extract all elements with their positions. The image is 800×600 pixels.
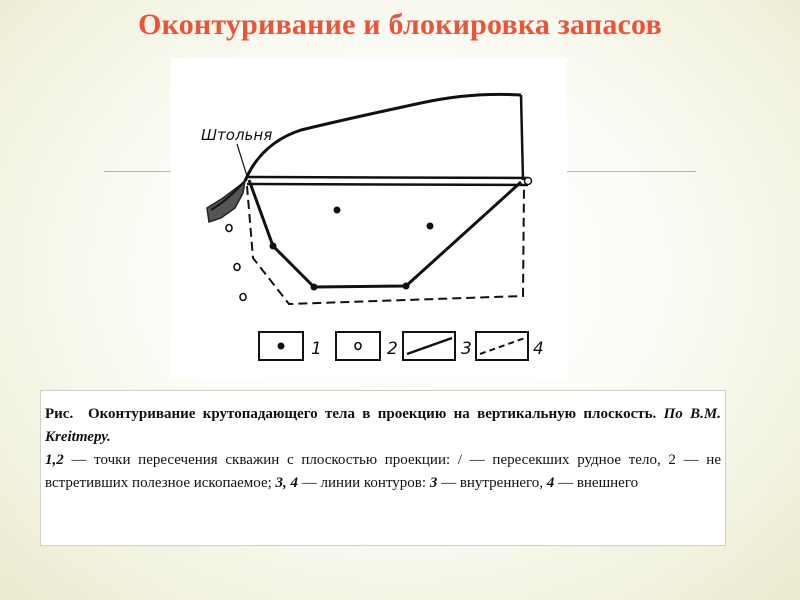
surface-line — [245, 94, 521, 181]
adit-line-top — [247, 177, 528, 178]
slide-title: Оконтуривание и блокировка запасов — [138, 8, 662, 41]
figure-caption — [40, 390, 726, 546]
right-edge — [521, 95, 523, 180]
adit-line-bottom — [247, 184, 528, 185]
divider-left — [104, 171, 172, 172]
legend — [259, 332, 544, 360]
svg-text:4: 4 — [533, 339, 544, 359]
caption-title: Рис. Оконтуривание крутопадающего тела в проекцию на вертикальную плоскость. По В.М. Kreitтеру. — [45, 406, 722, 445]
svg-text:2: 2 — [387, 339, 398, 359]
divider-right — [566, 171, 696, 172]
contouring-figure — [171, 58, 567, 378]
adit-label: Штольня — [201, 126, 273, 144]
svg-text:1: 1 — [311, 339, 322, 359]
svg-text:3: 3 — [461, 339, 472, 359]
caption-legend-text: 1,2 — точки пересечения скважин с плоскостью проекции: / — пересекших рудное тело, 2 — не встретивших полезное ископаемое; 3, 4 — линии контуров: 3 — внутреннего, 4 — внешнего — [45, 452, 721, 491]
inner-contour — [249, 180, 521, 287]
